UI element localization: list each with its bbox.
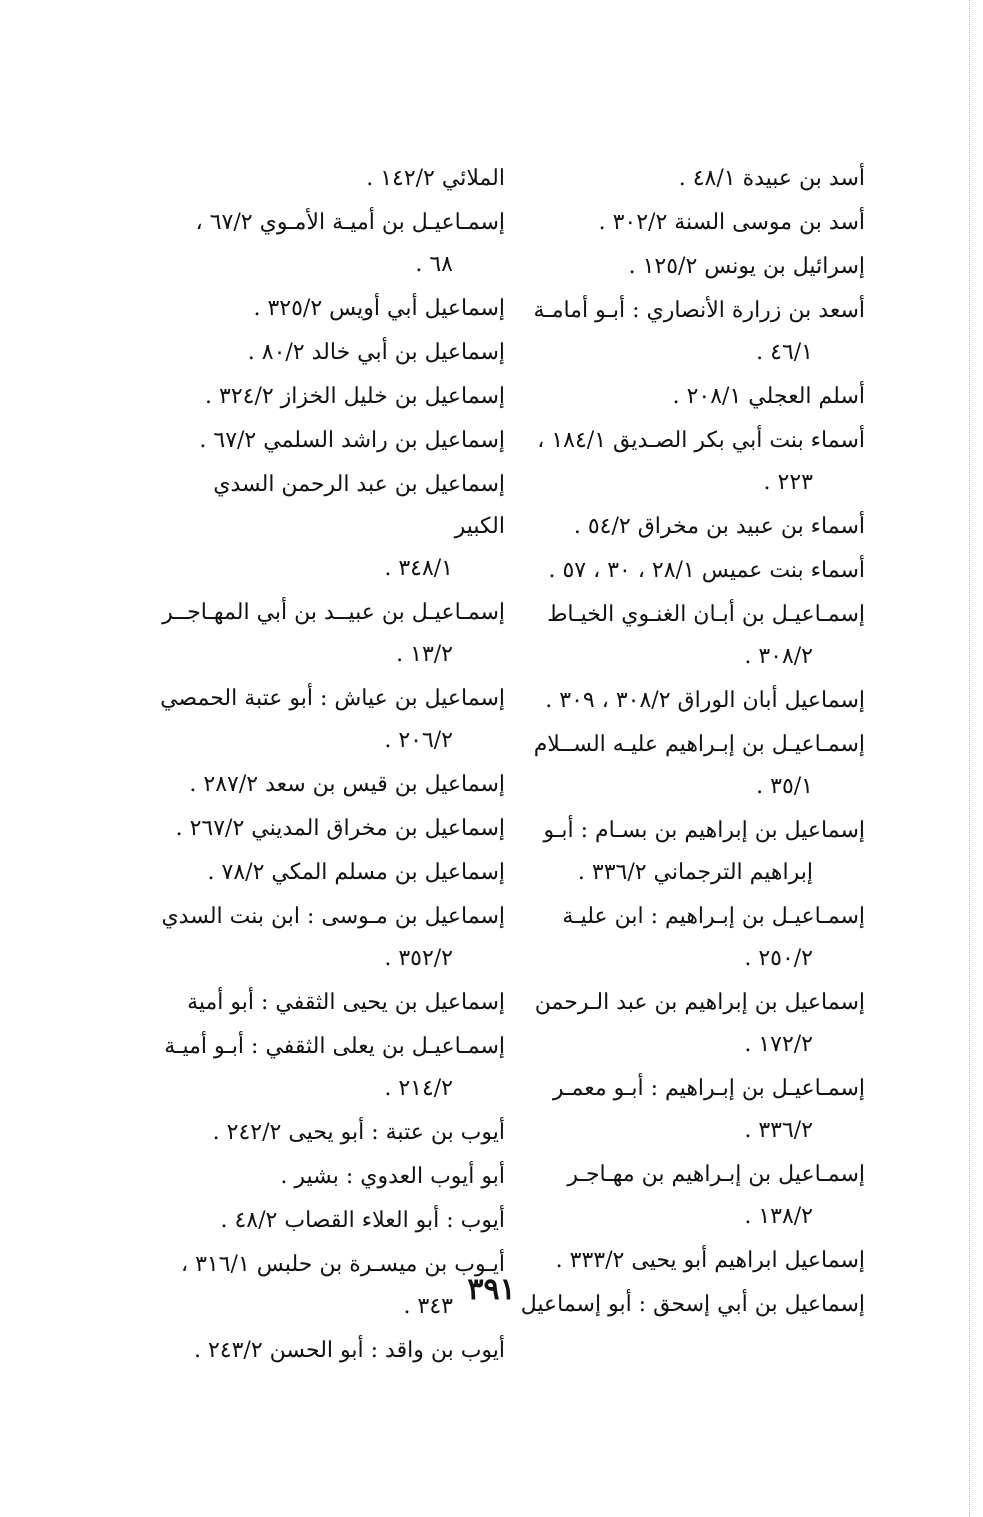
entry-continuation-line: ٣٤٣ . [403,1294,453,1319]
entry-continuation-line: ١٣/٢ . [396,642,453,667]
index-entry [160,464,505,590]
entry-line: أبو أيوب العدوي : بشير . [280,1164,505,1189]
index-entry [160,158,505,200]
entry-line: أسد بن عبيدة ٤٨/١ . [678,166,865,191]
index-entry [520,1068,865,1152]
entry-line: إسمـاعيـل بن إبـراهيم : ابن عليـة [562,904,865,929]
entry-line: إسماعيل ابراهيم أبو يحيى ٣٣٣/٢ . [555,1248,865,1273]
index-entry [520,202,865,244]
entry-line: الملائي ١٤٢/٢ . [366,166,505,191]
entry-continuation-line: ٣٥٢/٢ . [384,946,453,971]
index-entry [160,288,505,330]
entry-line: إسمـاعيـل بن عبيــد بن أبي المهـاجــر [162,600,505,625]
index-column-left [160,158,505,1374]
entry-continuation-line: ٦٨ . [415,252,453,277]
entry-line: إسماعيل بن خليل الخزاز ٣٢٤/٢ . [205,384,505,409]
entry-line: إسماعيل بن مخراق المديني ٢٦٧/٢ . [175,816,505,841]
entry-line: إسمـاعيـل بن إبـراهيم عليـه الســلام [533,732,865,757]
index-entry [160,1026,505,1110]
entry-line: إسماعيل بن يحيى الثقفي : أبو أمية [187,990,505,1015]
entry-line: إسماعيل بن مسلم المكي ٧٨/٢ . [207,860,505,885]
index-entry [520,158,865,200]
index-entry [160,1156,505,1198]
entry-line: إسمـاعيل بن إبـراهيم بن مهـاجـر [567,1162,865,1187]
entry-continuation-line: ٣٣٦/٢ . [744,1118,813,1143]
entry-continuation-line: ٣٤٨/١ . [384,556,453,581]
index-entry [520,420,865,504]
index-entry [520,290,865,374]
entry-line: أسماء بن عبيد بن مخراق ٥٤/٢ . [573,514,865,539]
entry-line: أيوب : أبو العلاء القصاب ٤٨/٢ . [220,1208,505,1233]
entry-line: إسماعيل بن مـوسى : ابن بنت السدي [161,904,505,929]
entry-line: إسمـاعيـل بن أميـة الأمـوي ٦٧/٢ ، [195,210,505,235]
entry-continuation-line: ١٧٢/٢ . [744,1032,813,1057]
index-entry [520,680,865,722]
index-entry [160,592,505,676]
entry-line: إسماعيل أبان الوراق ٣٠٨/٢ ، ٣٠٩ . [545,688,865,713]
index-entry [160,896,505,980]
entry-continuation-line: ٣٠٨/٢ . [744,644,813,669]
entry-line: أيـوب بن ميسـرة بن حلبس ٣١٦/١ ، [181,1252,505,1277]
index-entry [160,202,505,286]
entry-line: أيوب بن عتبة : أبو يحيى ٢٤٢/٢ . [212,1120,505,1145]
index-entry [520,376,865,418]
index-entry [160,376,505,418]
index-entry [160,678,505,762]
index-entry [520,1154,865,1238]
index-column-right [520,158,865,1328]
entry-line: أيوب بن واقد : أبو الحسن ٢٤٣/٢ . [193,1338,505,1363]
entry-line: أسماء بنت أبي بكر الصـديق ١٨٤/١ ، [537,428,865,453]
index-entry [160,852,505,894]
entry-line: إسمـاعيـل بن أبـان الغنـوي الخيـاط [547,602,865,627]
index-entry [520,594,865,678]
entry-continuation-line: ١٣٨/٢ . [744,1204,813,1229]
entry-line: أسماء بنت عميس ٢٨/١ ، ٣٠ ، ٥٧ . [548,558,865,583]
entry-line: إسرائيل بن يونس ١٢٥/٢ . [628,254,865,279]
page-number: ٣٩١ [467,1272,516,1307]
index-entry [520,246,865,288]
entry-line: إسماعيل بن إبراهيم بن عبد الـرحمن [534,990,865,1015]
entry-line: إسماعيل أبي أويس ٣٢٥/٢ . [253,296,505,321]
entry-line: إسماعيل بن أبي إسحق : أبو إسماعيل [520,1292,865,1317]
entry-line: أسد بن موسى السنة ٣٠٢/٢ . [598,210,865,235]
entry-line: إسماعيل بن عبد الرحمن السدي الكبير [213,472,505,539]
entry-continuation-line: ٢٢٣ . [763,470,813,495]
index-entry [520,724,865,808]
entry-continuation-line: ٤٦/١ . [756,340,813,365]
entry-continuation-line: ٢١٤/٢ . [384,1076,453,1101]
entry-line: إسمـاعيـل بن إبـراهيم : أبـو معمـر [552,1076,865,1101]
index-entry [520,810,865,894]
index-entry [520,896,865,980]
index-entry [160,1200,505,1242]
entry-continuation-line: إبراهيم الترجماني ٣٣٦/٢ . [577,860,813,885]
entry-continuation-line: ٢٠٦/٢ . [384,728,453,753]
index-entry [160,1330,505,1372]
entry-line: إسماعيل بن إبراهيم بن بسـام : أبـو [543,818,865,843]
index-entry [520,982,865,1066]
entry-line: إسماعيل بن عياش : أبو عتبة الحمصي [160,686,505,711]
entry-continuation-line: ٢٥٠/٢ . [744,946,813,971]
entry-line: إسماعيل بن قيس بن سعد ٢٨٧/٢ . [189,772,505,797]
entry-continuation-line: ٣٥/١ . [756,774,813,799]
entry-line: إسماعيل بن راشد السلمي ٦٧/٢ . [199,428,505,453]
entry-line: أسعد بن زرارة الأنصاري : أبـو أمامـة [533,298,865,323]
index-entry [160,982,505,1024]
index-entry [520,550,865,592]
index-entry [160,420,505,462]
index-entry [160,808,505,850]
entry-line: إسمـاعيـل بن يعلى الثقفي : أبـو أميـة [164,1034,505,1059]
index-entry [160,764,505,806]
index-entry [160,332,505,374]
entry-line: أسلم العجلي ٢٠٨/١ . [672,384,865,409]
index-entry [160,1112,505,1154]
entry-line: إسماعيل بن أبي خالد ٨٠/٢ . [247,340,505,365]
index-entry [520,506,865,548]
